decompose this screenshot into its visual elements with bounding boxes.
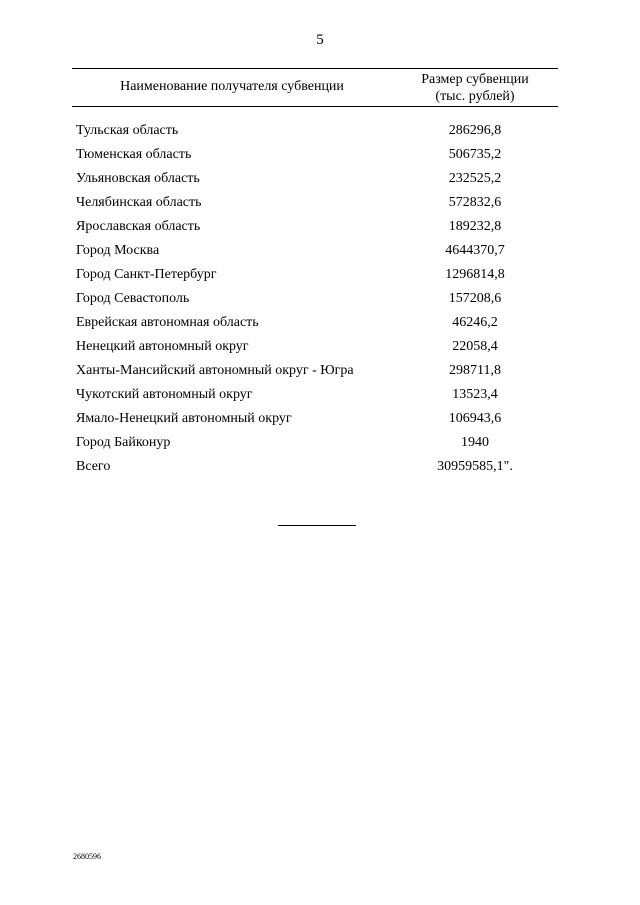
recipient-name: Челябинская область [76,195,202,210]
subvention-amount: 22058,4 [452,339,498,354]
table-row [72,336,558,360]
table-row [72,192,558,216]
table-row [72,264,558,288]
recipient-name: Город Байконур [76,435,171,450]
subvention-amount: 298711,8 [449,363,501,378]
header-amount-line2: (тыс. рублей) [435,89,515,104]
subvention-amount: 232525,2 [448,171,502,186]
subvention-amount: 13523,4 [452,387,498,402]
table-row [72,360,558,384]
table-row [72,168,558,192]
header-subvention-amount [392,71,558,105]
recipient-name: Город Москва [76,243,160,258]
table-row [72,456,558,480]
subvention-amount: 286296,8 [448,123,502,138]
table-row [72,408,558,432]
subvention-amount: 30959585,1". [437,459,513,474]
subvention-amount: 4644370,7 [445,243,505,258]
subvention-table-header [72,68,558,107]
header-amount-line1: Размер субвенции [421,72,529,87]
recipient-name: Тюменская область [76,147,192,162]
recipient-name: Ямало-Ненецкий автономный округ [76,411,292,426]
recipient-name: Ханты-Мансийский автономный округ - Югра [76,363,354,378]
subvention-table-body [72,120,558,480]
table-row [72,384,558,408]
subvention-amount: 1940 [461,435,489,450]
table-row [72,432,558,456]
subvention-amount: 506735,2 [448,147,502,162]
subvention-amount: 572832,6 [448,195,502,210]
table-row [72,288,558,312]
table-row [72,240,558,264]
recipient-name: Город Севастополь [76,291,190,306]
table-row [72,120,558,144]
recipient-name: Ярославская область [76,219,201,234]
subvention-amount: 1296814,8 [445,267,505,282]
table-header-row [72,68,558,107]
recipient-name: Чукотский автономный округ [76,387,253,402]
recipient-name: Город Санкт-Петербург [76,267,217,282]
subvention-amount: 189232,8 [448,219,502,234]
recipient-name: Еврейская автономная область [76,315,259,330]
table-row [72,216,558,240]
end-divider [278,525,356,526]
subvention-amount: 46246,2 [452,315,498,330]
subvention-amount: 157208,6 [448,291,502,306]
subvention-amount: 106943,6 [448,411,502,426]
recipient-name: Тульская область [76,123,179,138]
recipient-name: Всего [76,459,111,474]
header-recipient-name: Наименование получателя субвенции [120,79,344,94]
document-code: 2680596 [73,852,101,861]
recipient-name: Ульяновская область [76,171,200,186]
table-row [72,312,558,336]
recipient-name: Ненецкий автономный округ [76,339,249,354]
table-row [72,144,558,168]
page-number: 5 [316,32,324,48]
